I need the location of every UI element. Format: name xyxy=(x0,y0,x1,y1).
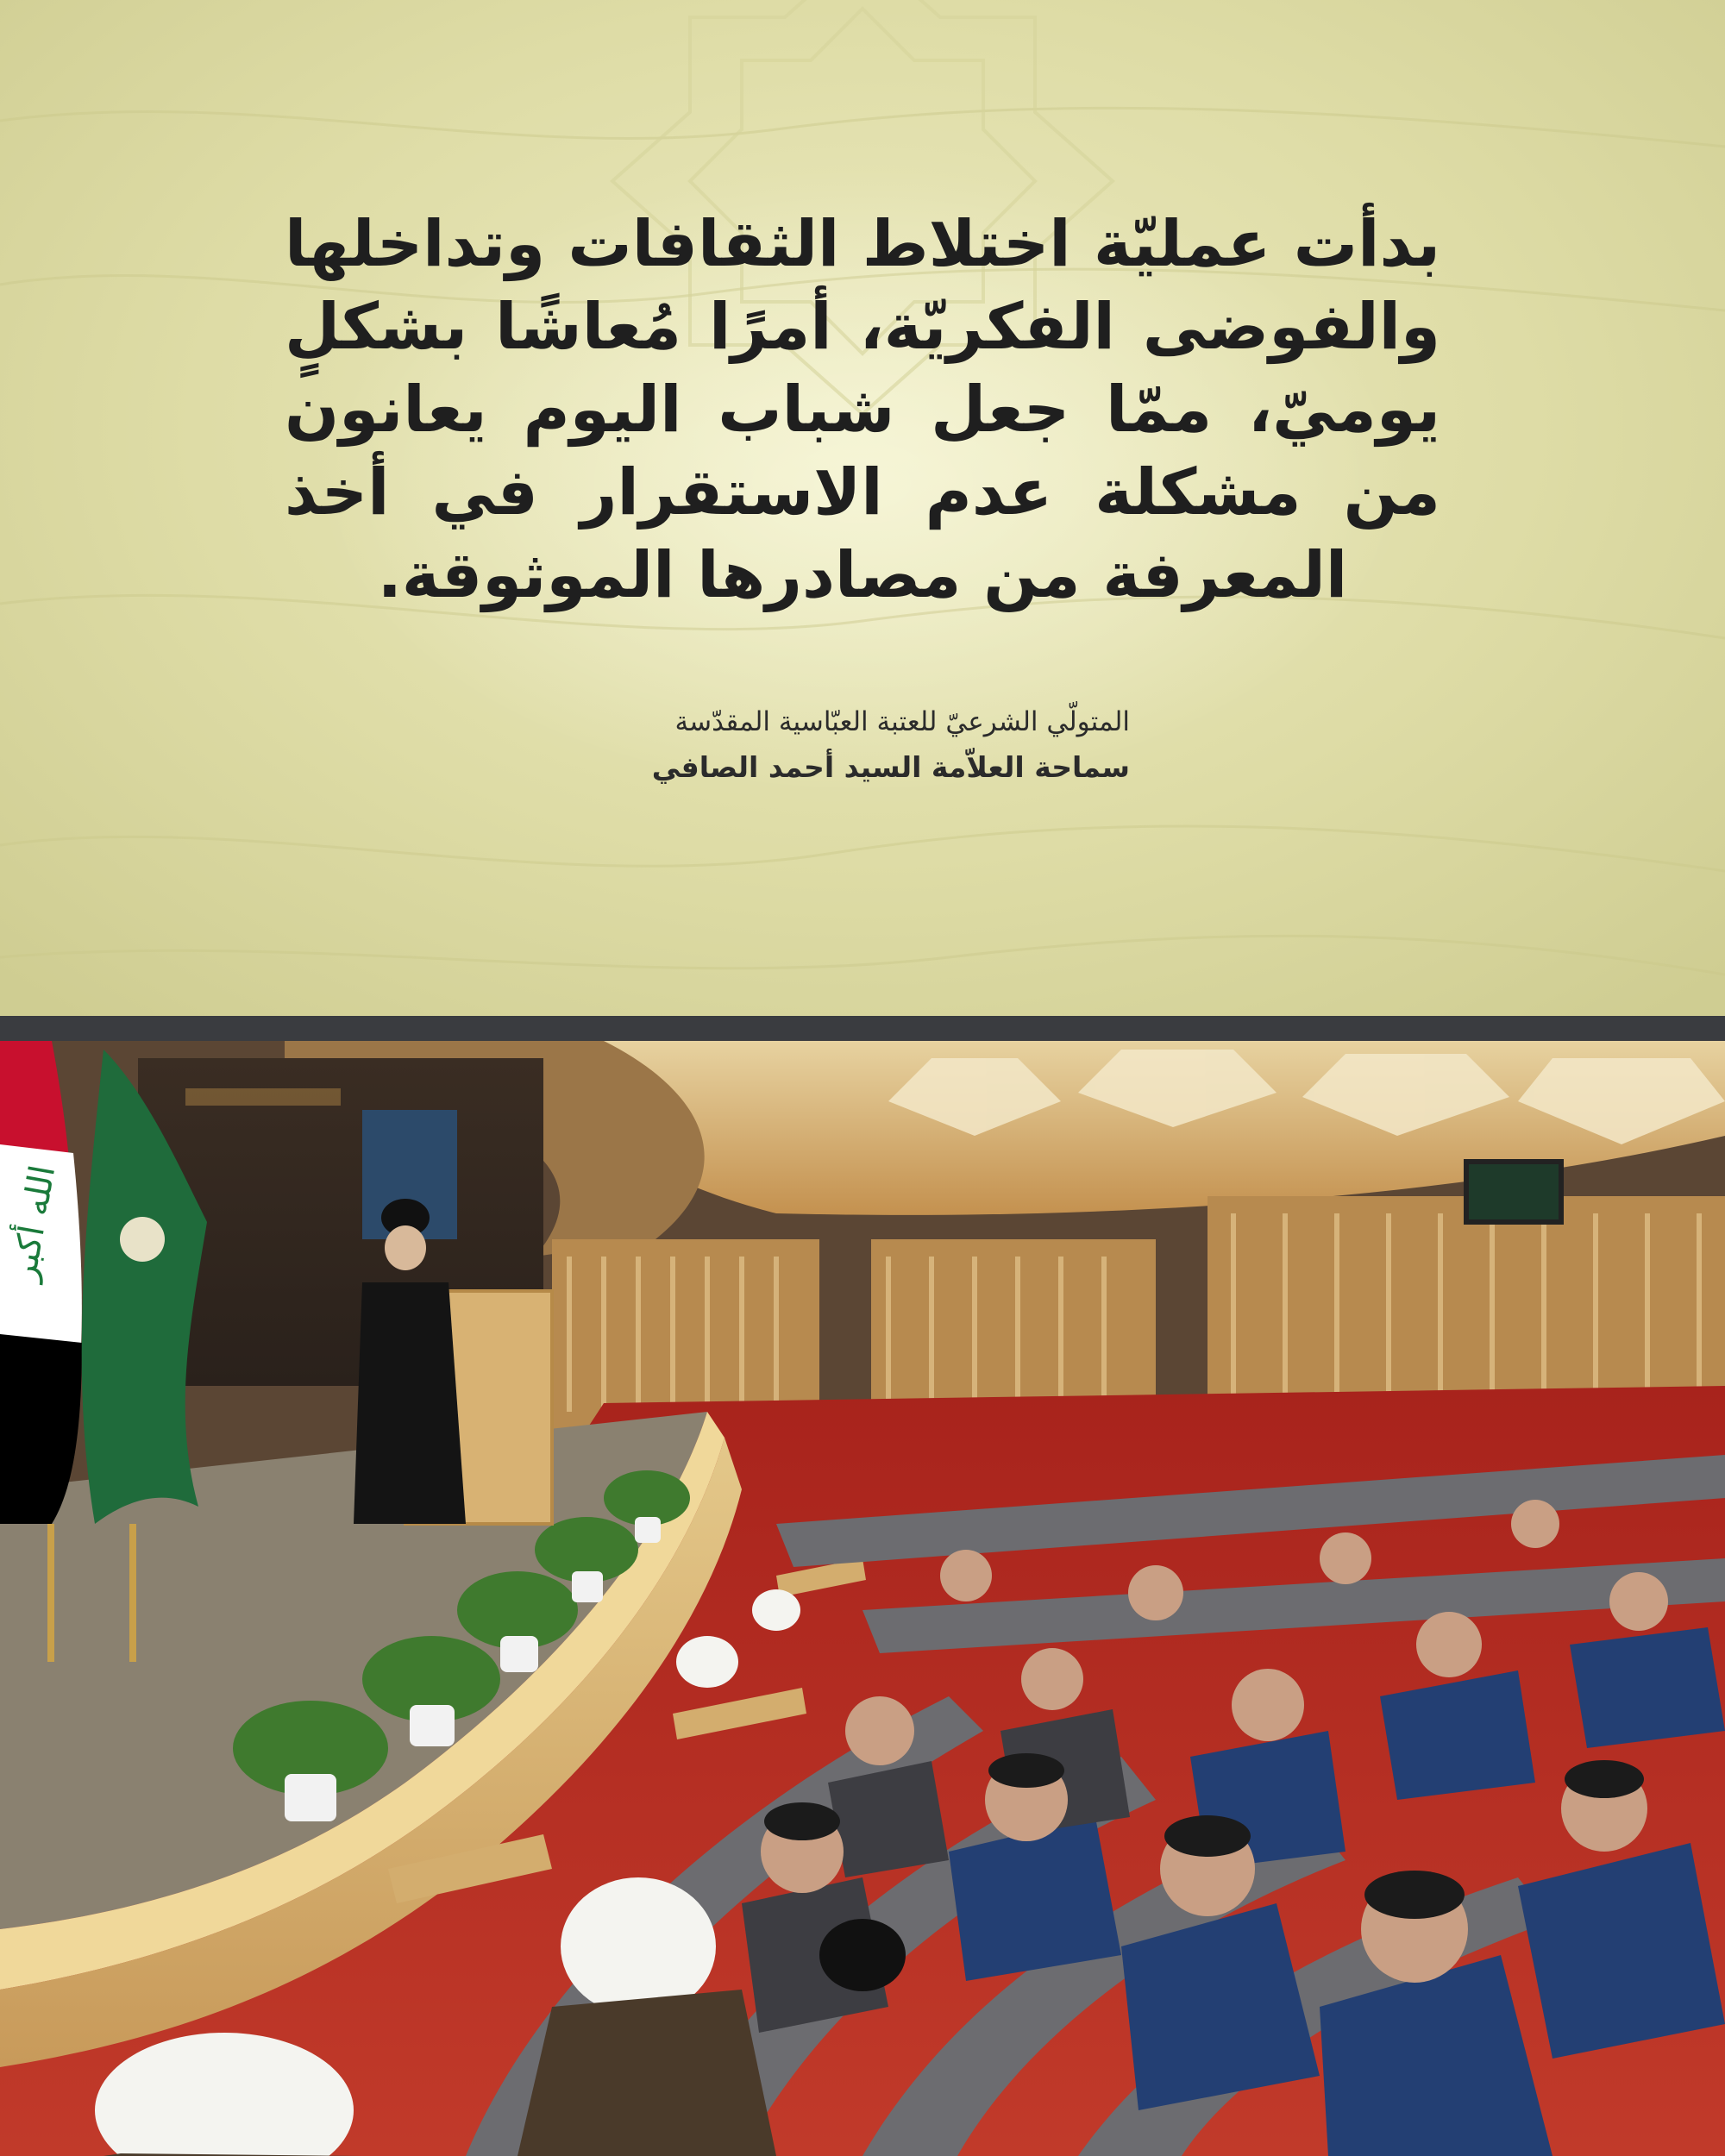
attribution-role: المتولّي الشرعيّ للعتبة العبّاسية المقدّسة xyxy=(674,706,1130,737)
quote-text: بدأت عمليّة اختلاط الثقافات وتداخلها والفوضى الفكريّة، أمرًا مُعاشًا بشكلٍ يوميّ، ممّا جعل شباب اليوم يعانون من مشكلة عدم الاستقرار في أخذ المعرفة من مصادرها الموثوقة. xyxy=(285,207,1440,612)
wall-calligraphy xyxy=(185,1088,341,1106)
quote-block xyxy=(285,203,1440,617)
conference-hall-photo xyxy=(0,1041,1725,2156)
attribution-name: سماحة العلاّمة السيد أحمد الصافي xyxy=(651,750,1130,784)
separator-band xyxy=(0,1016,1725,1041)
attribution xyxy=(0,700,1130,792)
svg-text:الله أكبر: الله أكبر xyxy=(3,1162,64,1284)
wall-monitor xyxy=(1466,1162,1561,1222)
black-turban xyxy=(819,1919,906,1991)
quote-card xyxy=(0,0,1725,1016)
